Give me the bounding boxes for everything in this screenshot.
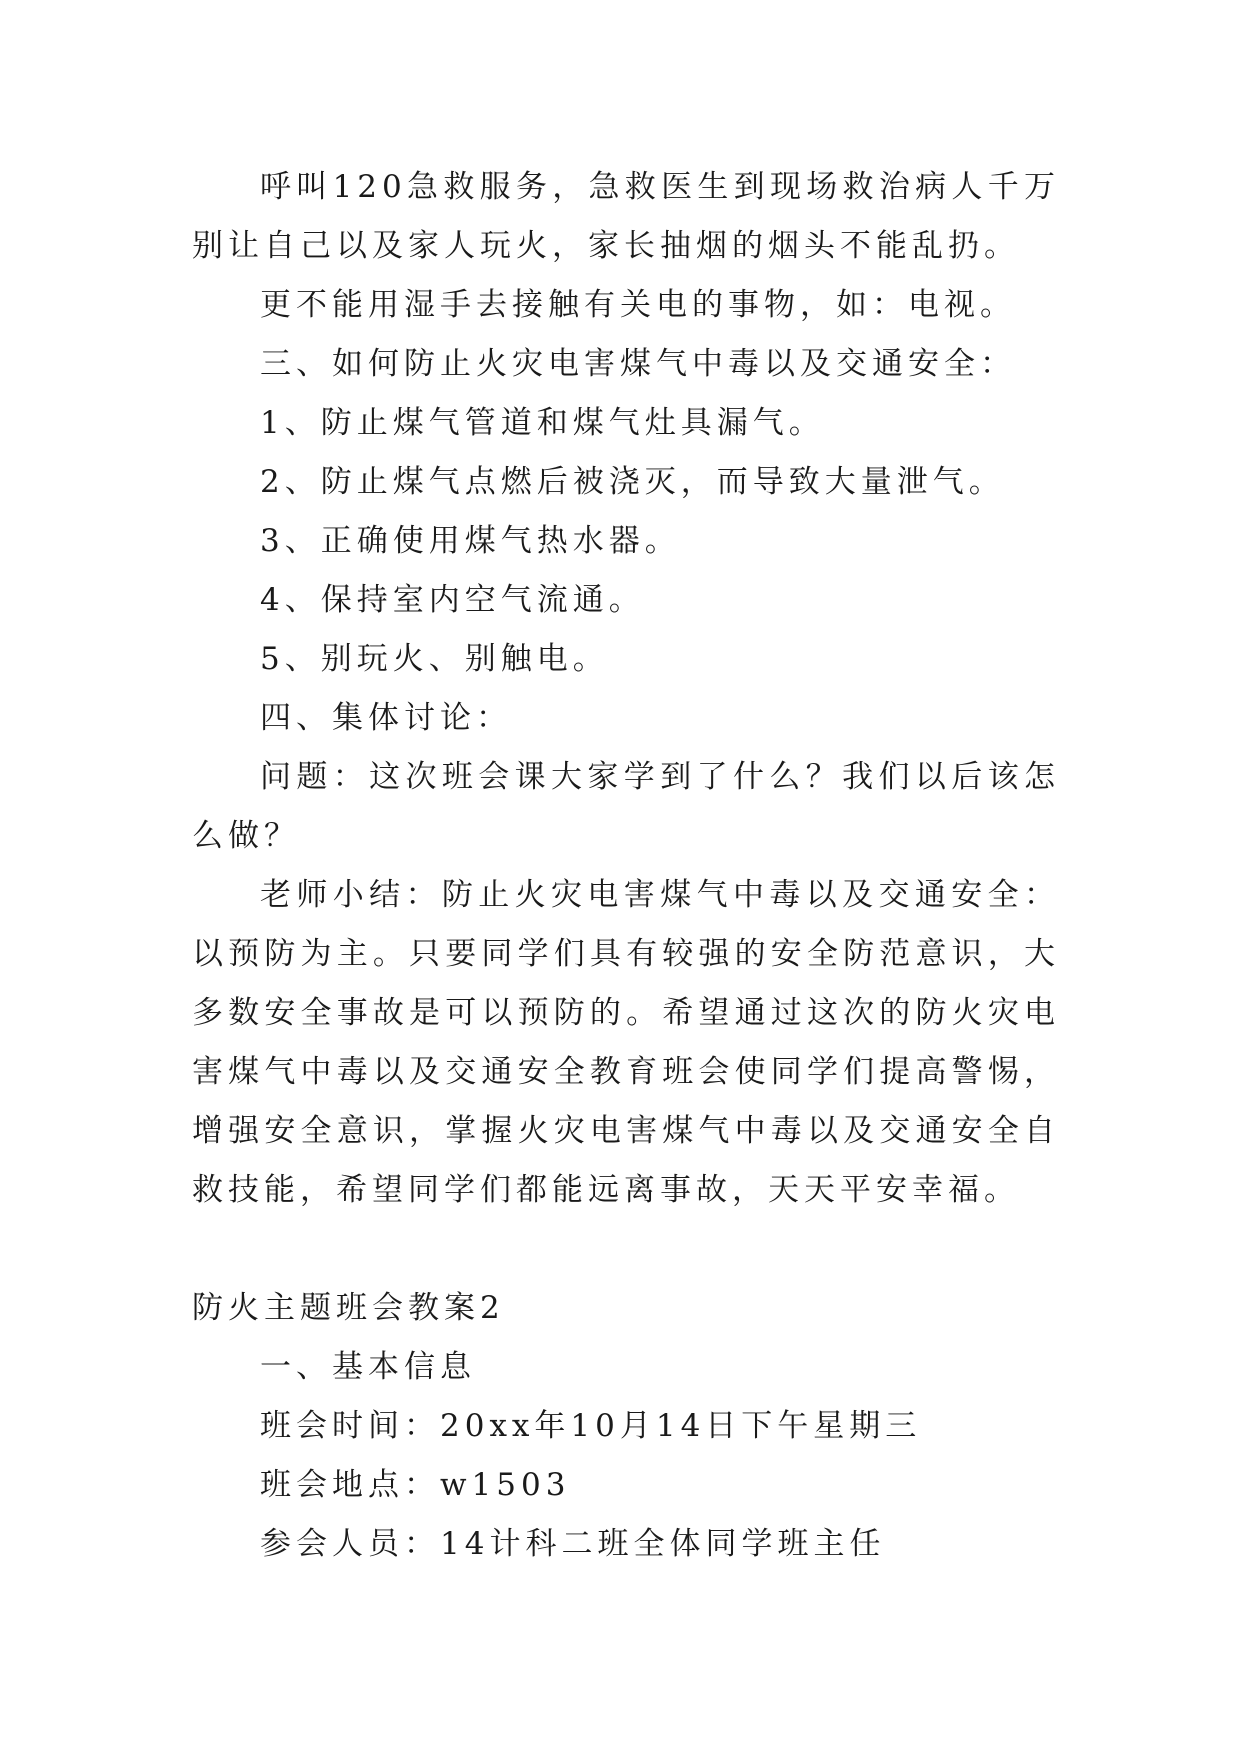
list-item: 3、正确使用煤气热水器。 (260, 523, 681, 559)
meeting-time: 班会时间：20xx年10月14日下午星期三 (260, 1408, 922, 1444)
list-item: 2、防止煤气点燃后被浇灭，而导致大量泄气。 (260, 464, 1005, 500)
meeting-attendees: 参会人员：14计科二班全体同学班主任 (260, 1526, 886, 1562)
heading-section-four: 四、集体讨论： (260, 700, 512, 736)
paragraph: 呼叫120急救服务，急救医生到现场救治病人千万别让自己以及家人玩火，家长抽烟的烟头不能乱扔。 (192, 169, 1060, 264)
teacher-summary-paragraph: 老师小结：防止火灾电害煤气中毒以及交通安全：以预防为主。只要同学们具有较强的安全防范意识，大多数安全事故是可以预防的。希望通过这次的防火灾电害煤气中毒以及交通安全教育班会使同学们提高警惕，增强安全意识，掌握火灾电害煤气中毒以及交通安全自救技能，希望同学们都能远离事故，天天平安幸福。 (192, 877, 1060, 1208)
question-paragraph: 问题：这次班会课大家学到了什么？我们以后该怎么做？ (192, 759, 1060, 854)
list-item: 4、保持室内空气流通。 (260, 582, 645, 618)
document-body (192, 158, 1060, 1574)
section-spacer (192, 1220, 1060, 1279)
list-item: 5、别玩火、别触电。 (260, 641, 609, 677)
section-title: 防火主题班会教案2 (192, 1290, 505, 1326)
heading-section-three: 三、如何防止火灾电害煤气中毒以及交通安全： (260, 346, 1016, 382)
list-item: 1、防止煤气管道和煤气灶具漏气。 (260, 405, 825, 441)
paragraph: 更不能用湿手去接触有关电的事物，如：电视。 (260, 287, 1016, 323)
meeting-location: 班会地点：w1503 (260, 1467, 571, 1503)
heading-basic-info: 一、基本信息 (260, 1349, 476, 1385)
